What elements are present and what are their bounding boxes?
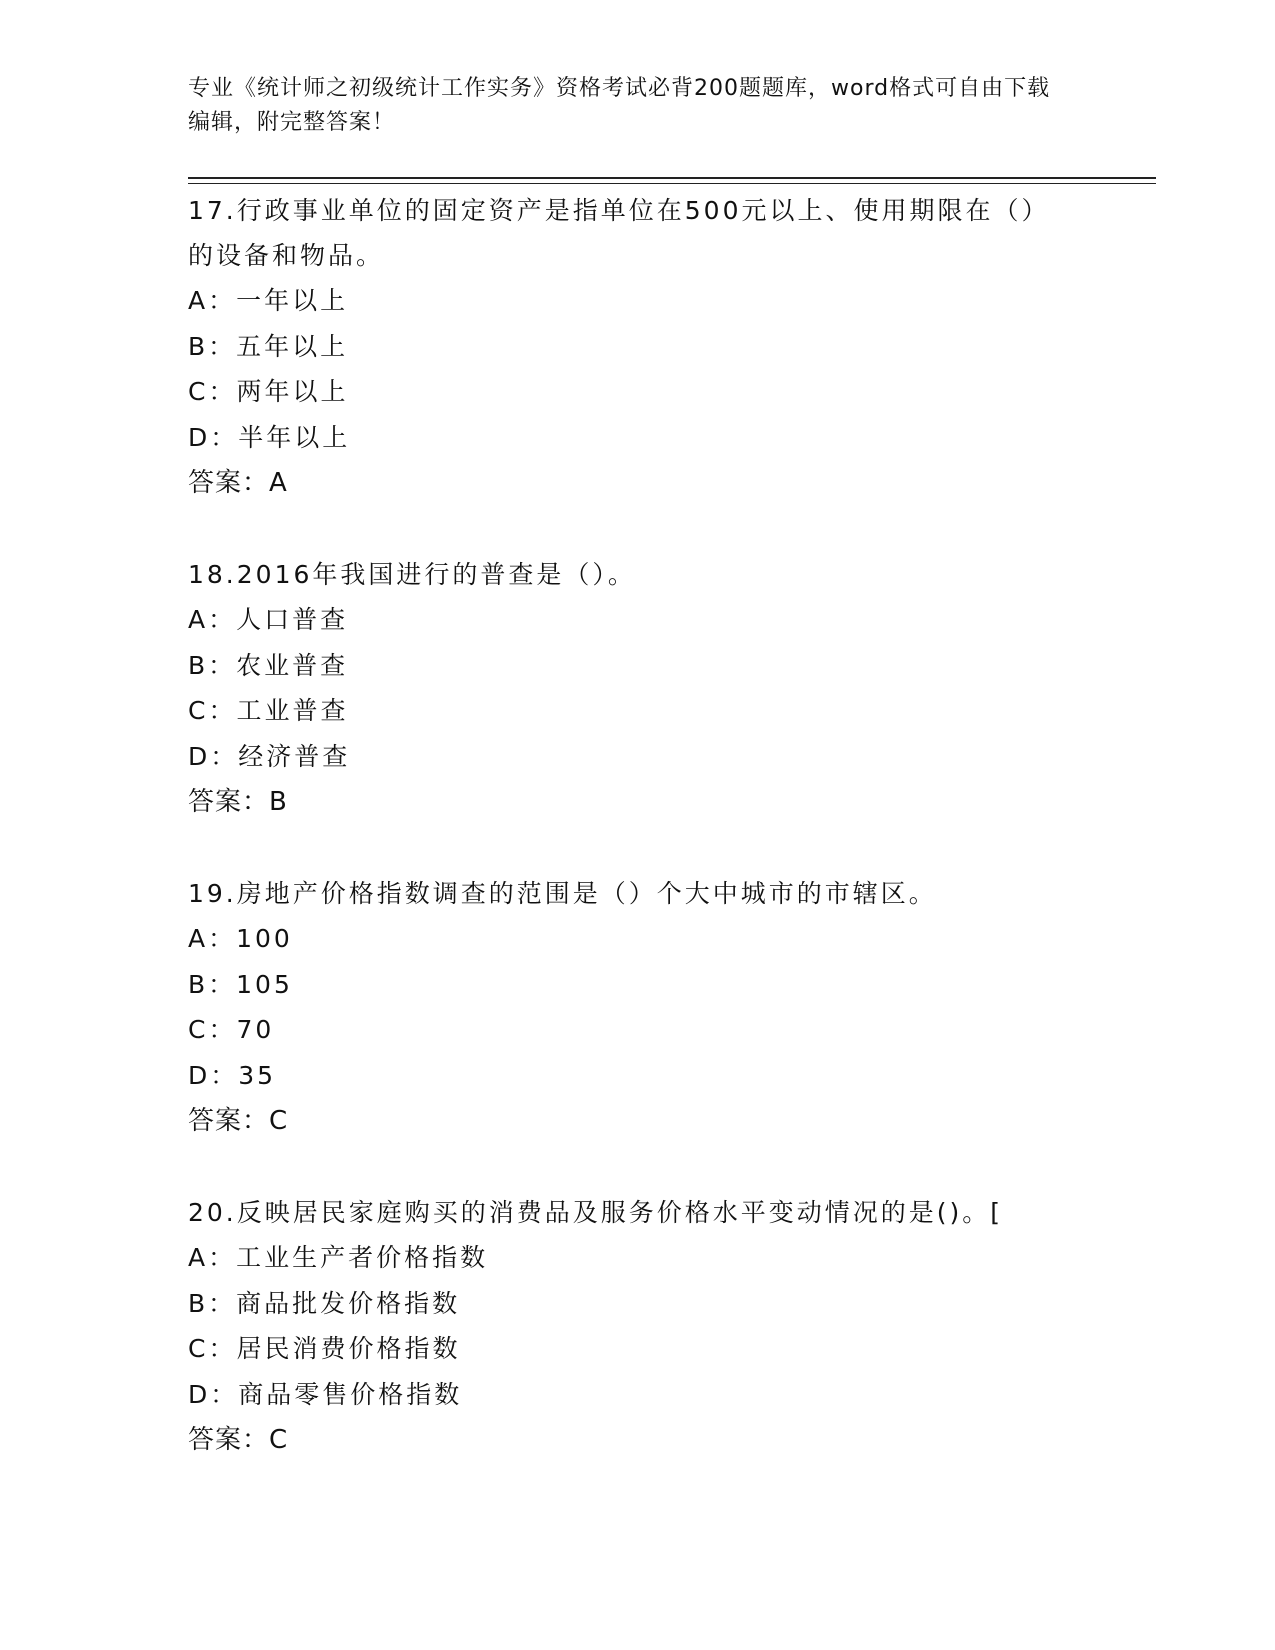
option-b: B：五年以上 [188, 331, 349, 361]
question-19 [188, 871, 1068, 1144]
option-c: C：工业普查 [188, 696, 349, 725]
option-d: D：商品零售价格指数 [188, 1379, 463, 1409]
answer: 答案：C [188, 1425, 289, 1455]
option-d: D：半年以上 [188, 422, 351, 452]
option-a: A：一年以上 [188, 286, 349, 315]
question-list [188, 188, 1068, 1509]
option-d: D：35 [188, 1060, 277, 1090]
option-c: C：两年以上 [188, 377, 349, 406]
question-18 [188, 552, 1068, 825]
option-c: C：70 [188, 1015, 275, 1044]
option-d: D：经济普查 [188, 741, 351, 771]
question-17 [188, 188, 1068, 506]
header-divider-thin [188, 183, 1156, 184]
option-b: B：105 [188, 969, 293, 999]
question-text: 20.反映居民家庭购买的消费品及服务价格水平变动情况的是()。[ [188, 1198, 1004, 1227]
answer: 答案：A [188, 468, 288, 498]
question-20 [188, 1190, 1068, 1463]
question-text: 19.房地产价格指数调查的范围是（）个大中城市的市辖区。 [188, 879, 937, 908]
option-b: B：商品批发价格指数 [188, 1288, 461, 1318]
header-divider-thick [188, 177, 1156, 179]
question-text: 18.2016年我国进行的普查是（）。 [188, 560, 636, 589]
option-a: A：人口普查 [188, 605, 349, 634]
option-a: A：工业生产者价格指数 [188, 1243, 489, 1272]
question-text: 17.行政事业单位的固定资产是指单位在500元以上、使用期限在（）的设备和物品。 [188, 196, 1050, 270]
option-b: B：农业普查 [188, 650, 349, 680]
option-a: A：100 [188, 924, 293, 953]
answer: 答案：C [188, 1106, 289, 1136]
document-header: 专业《统计师之初级统计工作实务》资格考试必背200题题库，word格式可自由下载编辑，附完整答案！ [188, 76, 1051, 135]
option-c: C：居民消费价格指数 [188, 1334, 461, 1363]
answer: 答案：B [188, 787, 288, 817]
